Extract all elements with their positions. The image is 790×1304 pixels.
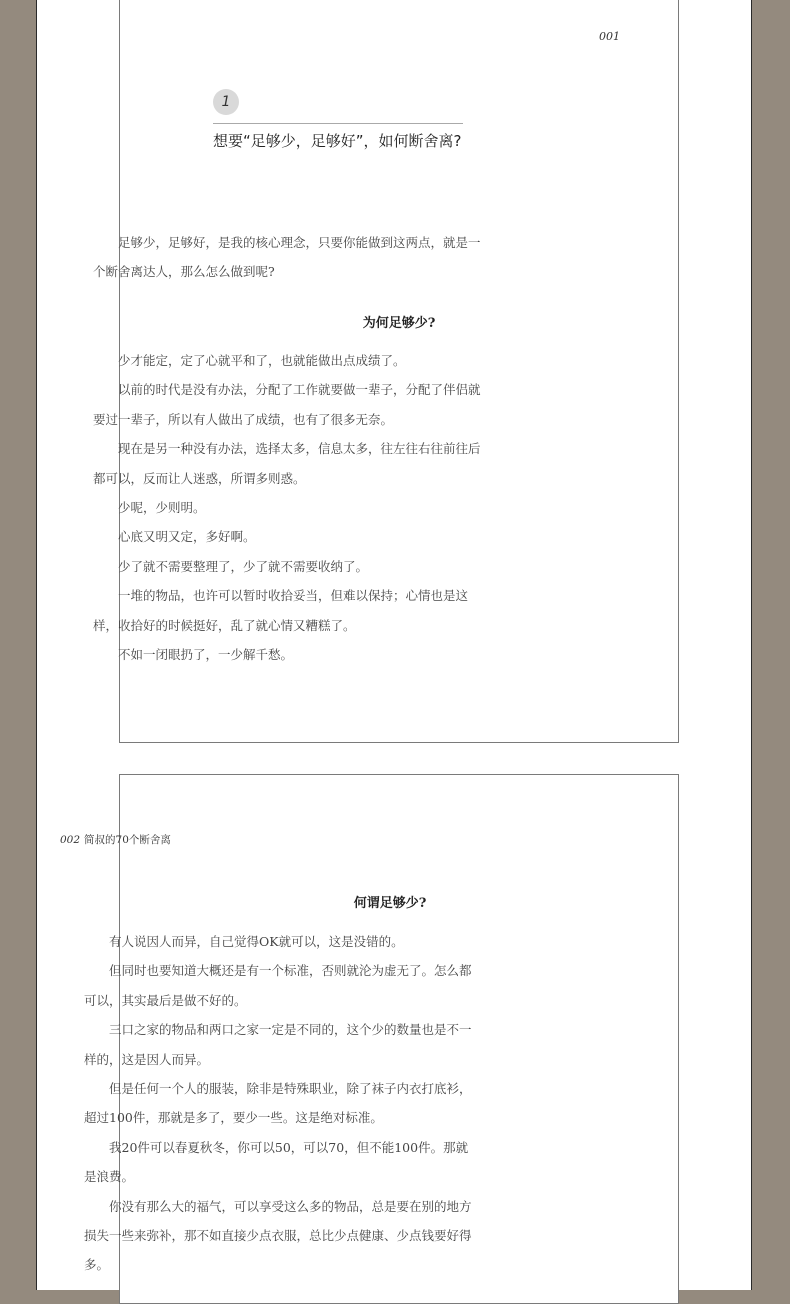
- section-heading: 为何足够少?: [362, 316, 436, 331]
- book-title: 简叔的70个断舍离: [84, 834, 171, 846]
- page-number: 002: [60, 834, 81, 846]
- paragraph: 少了就不需要整理了，少了就不需要收纳了。: [118, 558, 369, 574]
- chapter-divider: [213, 123, 463, 124]
- paragraph: 但同时也要知道大概还是有一个标准，否则就沦为虚无了。怎么都可以，其实最后是做不好的。: [84, 963, 472, 1008]
- paragraph: 有人说因人而异，自己觉得OK就可以，这是没错的。: [109, 934, 404, 949]
- chapter-number-badge: 1: [213, 89, 239, 115]
- paragraph: 你没有那么大的福气，可以享受这么多的物品，总是要在别的地方损失一些来弥补，那不如直接少点衣服，总比少点健康、少点钱要好得多。: [84, 1198, 472, 1273]
- paragraph: 心底又明又定，多好啊。: [118, 529, 256, 545]
- page-number: 001: [599, 30, 620, 43]
- section-body: [84, 927, 479, 1280]
- paragraph: 现在是另一种没有办法，选择太多，信息太多，往左往右往前往后都可以，反而让人迷惑，所谓多则惑。: [93, 441, 481, 486]
- paragraph: 我20件可以春夏秋冬，你可以50，可以70，但不能100件。那就是浪费。: [84, 1139, 469, 1185]
- section-body: [93, 346, 488, 669]
- paragraph: 三口之家的物品和两口之家一定是不同的，这个少的数量也是不一样的，这是因人而异。: [84, 1022, 472, 1067]
- paragraph: 以前的时代是没有办法，分配了工作就要做一辈子，分配了伴侣就要过一辈子，所以有人做出了成绩，也有了很多无奈。: [93, 382, 481, 427]
- chapter-title: 想要“足够少，足够好”，如何断舍离?: [213, 132, 462, 150]
- running-header: [60, 832, 171, 847]
- paragraph: 不如一闭眼扔了，一少解千愁。: [118, 647, 294, 663]
- paragraph: 一堆的物品，也许可以暂时收拾妥当，但难以保持；心情也是这样，收拾好的时候挺好，乱了就心情又糟糕了。: [93, 588, 469, 633]
- chapter-intro: [93, 228, 488, 287]
- paragraph: 少才能定，定了心就平和了，也就能做出点成绩了。: [118, 353, 406, 368]
- paragraph: 足够少，足够好，是我的核心理念，只要你能做到这两点，就是一个断舍离达人，那么怎么做到呢?: [93, 235, 481, 280]
- paragraph: 但是任何一个人的服装，除非是特殊职业，除了袜子内衣打底衫，超过100件，那就是多了，要少一些。这是绝对标准。: [84, 1081, 472, 1126]
- section-heading: 何谓足够少?: [353, 896, 427, 911]
- paragraph: 少呢，少则明。: [118, 500, 206, 516]
